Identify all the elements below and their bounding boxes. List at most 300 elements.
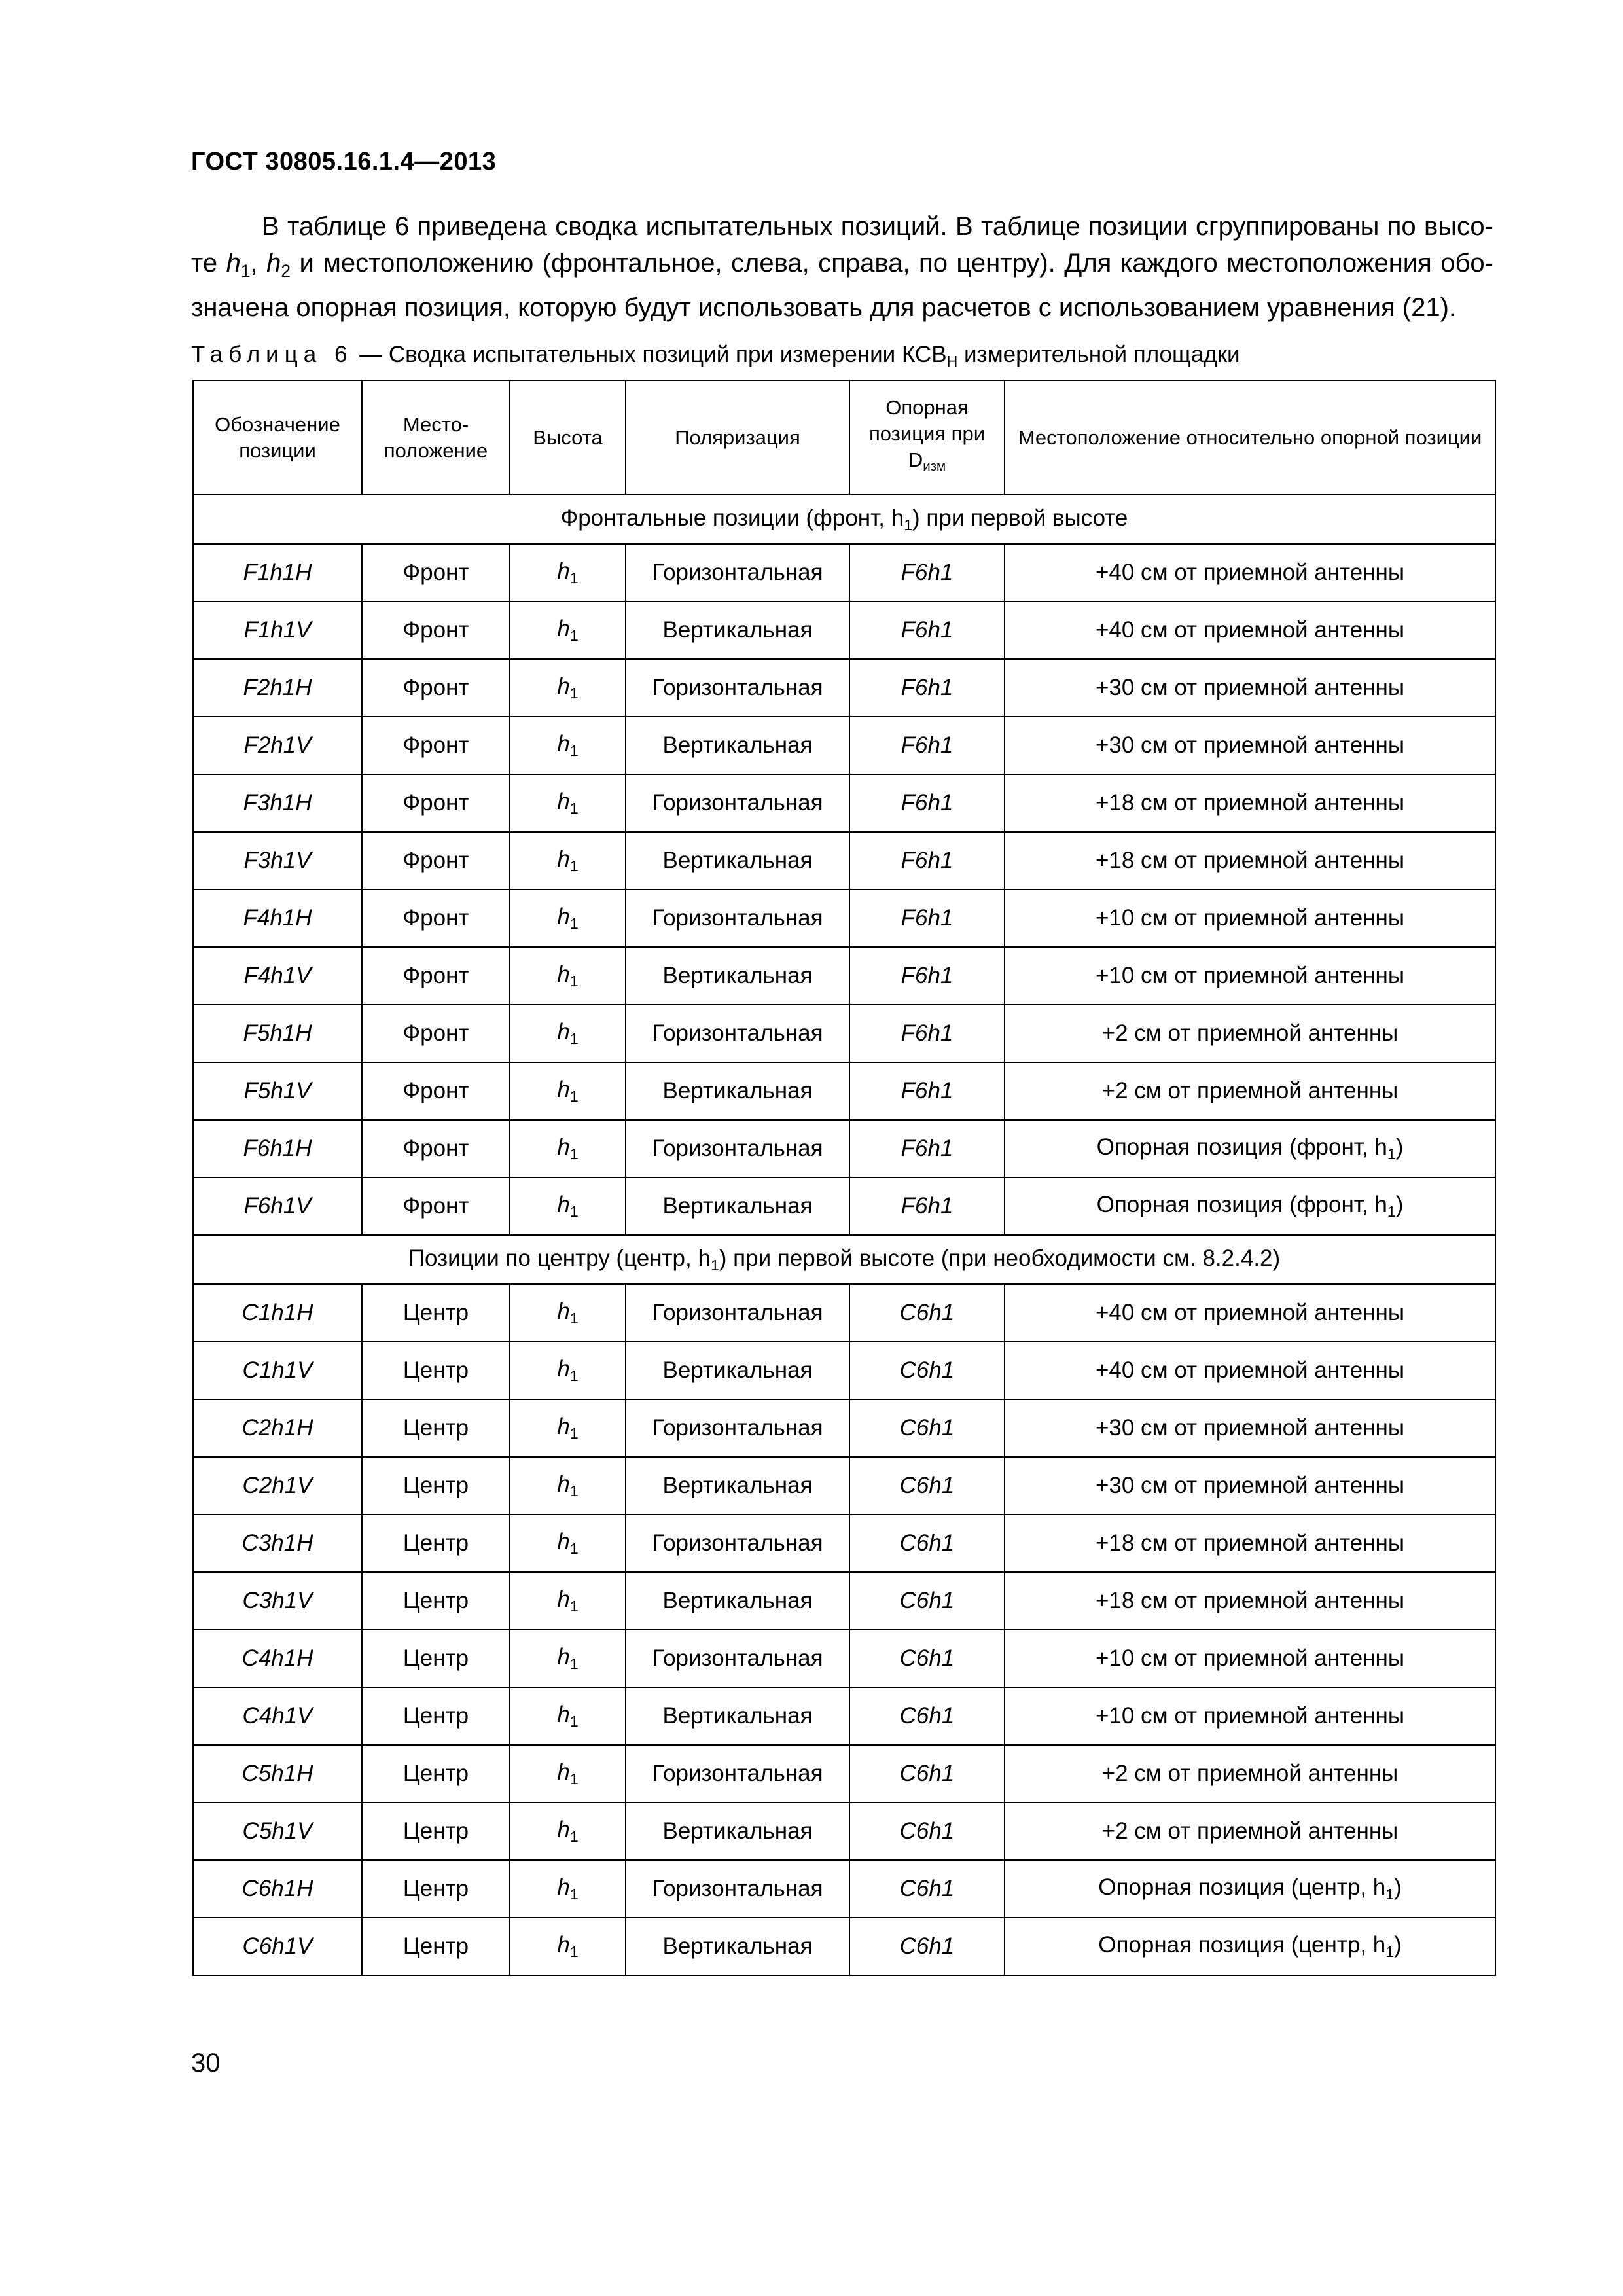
location-cell <box>362 1342 510 1399</box>
polarization: Вертикальная <box>662 1193 813 1219</box>
polarization: Горизонтальная <box>652 1300 823 1325</box>
group-title-end: ) при первой высоте (при необходимости см. 8.2.4.2) <box>719 1245 1281 1271</box>
relative-location: +18 см от приемной антенны <box>1095 1588 1405 1613</box>
column-header <box>1005 380 1495 495</box>
height-sub: 1 <box>569 1482 579 1499</box>
relative-sub: 1 <box>1387 1145 1396 1162</box>
position-id: F5h1V <box>243 1078 312 1103</box>
table-row <box>193 1572 1495 1630</box>
location: Фронт <box>402 1078 469 1103</box>
polarization-cell <box>626 601 849 659</box>
reference-cell <box>849 659 1005 717</box>
location-cell <box>362 1515 510 1572</box>
reference-position: F6h1 <box>901 1136 954 1161</box>
location: Фронт <box>402 963 469 988</box>
height-sub: 1 <box>569 1030 579 1047</box>
h-subscript: 1 <box>240 260 251 281</box>
position-id: C1h1H <box>241 1300 313 1325</box>
reference-position: C6h1 <box>899 1415 955 1441</box>
column-header <box>626 380 849 495</box>
polarization-cell <box>626 544 849 601</box>
relative-cell <box>1005 1860 1495 1918</box>
polarization-cell <box>626 1918 849 1975</box>
height-cell <box>510 832 626 889</box>
position-id: F6h1H <box>243 1136 312 1161</box>
position-id-cell <box>193 1745 362 1803</box>
location: Центр <box>402 1300 469 1325</box>
reference-cell <box>849 947 1005 1005</box>
column-header-label: Место-положение <box>383 412 488 462</box>
height-sub: 1 <box>569 1943 579 1960</box>
caption-text: — Сводка испытательных позиций при измерении <box>353 342 902 367</box>
height-cell <box>510 1005 626 1062</box>
relative-cell <box>1005 1687 1495 1745</box>
column-header-label: Местоположение относительно опорной позиции <box>1018 425 1482 449</box>
relative-cell <box>1005 774 1495 832</box>
position-id-cell <box>193 1005 362 1062</box>
position-id-cell <box>193 1342 362 1399</box>
reference-cell <box>849 1457 1005 1515</box>
table-row <box>193 1284 1495 1342</box>
polarization-cell <box>626 947 849 1005</box>
position-id-cell <box>193 1399 362 1457</box>
relative-location: Опорная позиция (фронт, h <box>1096 1192 1387 1218</box>
height: h <box>557 1134 570 1160</box>
location: Центр <box>402 1933 469 1959</box>
reference-position: F6h1 <box>901 963 954 988</box>
reference-position: C6h1 <box>899 1588 955 1613</box>
document-header: ГОСТ 30805.16.1.4—2013 <box>191 148 497 175</box>
reference-cell <box>849 717 1005 774</box>
reference-cell <box>849 1399 1005 1457</box>
relative-location: +30 см от приемной антенны <box>1095 675 1405 700</box>
position-id: F2h1H <box>243 675 312 700</box>
height: h <box>557 1702 570 1728</box>
polarization-cell <box>626 1515 849 1572</box>
reference-cell <box>849 544 1005 601</box>
h-symbol: h <box>266 249 281 278</box>
polarization: Горизонтальная <box>652 675 823 700</box>
polarization-cell <box>626 1572 849 1630</box>
position-id: C4h1H <box>241 1645 313 1671</box>
group-title-sub: 1 <box>904 516 913 533</box>
relative-sub: 1 <box>1385 1943 1395 1960</box>
column-header-label: Опорная позиция при D <box>868 396 986 472</box>
location: Фронт <box>402 790 469 816</box>
table-row <box>193 1860 1495 1918</box>
table-row <box>193 1630 1495 1687</box>
position-id-cell <box>193 889 362 947</box>
polarization-cell <box>626 1687 849 1745</box>
height-sub: 1 <box>569 684 579 702</box>
relative-location: +10 см от приемной антенны <box>1095 963 1405 988</box>
height-cell <box>510 544 626 601</box>
polarization: Горизонтальная <box>652 1876 823 1901</box>
height-cell <box>510 1515 626 1572</box>
relative-end: ) <box>1395 1134 1404 1160</box>
position-id-cell <box>193 717 362 774</box>
table-group-row <box>193 495 1495 544</box>
height-sub: 1 <box>569 1597 579 1615</box>
relative-cell <box>1005 1062 1495 1120</box>
relative-location: +18 см от приемной антенны <box>1095 848 1405 873</box>
position-id: C6h1H <box>241 1876 313 1901</box>
height-sub: 1 <box>569 626 579 644</box>
location: Фронт <box>402 560 469 585</box>
polarization: Горизонтальная <box>652 560 823 585</box>
reference-cell <box>849 1515 1005 1572</box>
polarization: Горизонтальная <box>652 1136 823 1161</box>
polarization: Горизонтальная <box>652 1020 823 1046</box>
position-id-cell <box>193 1803 362 1860</box>
height: h <box>557 846 570 872</box>
reference-position: C6h1 <box>899 1876 955 1901</box>
relative-location: +40 см от приемной антенны <box>1095 1357 1405 1383</box>
relative-location: Опорная позиция (центр, h <box>1098 1932 1386 1958</box>
location: Центр <box>402 1876 469 1901</box>
height: h <box>557 1817 570 1843</box>
polarization-cell <box>626 1803 849 1860</box>
height-cell <box>510 717 626 774</box>
page-number: 30 <box>191 2049 221 2077</box>
reference-position: F6h1 <box>901 560 954 585</box>
height: h <box>557 1874 570 1901</box>
relative-cell <box>1005 544 1495 601</box>
reference-position: C6h1 <box>899 1818 955 1844</box>
table-row <box>193 1745 1495 1803</box>
polarization: Вертикальная <box>662 1078 813 1103</box>
position-id: F6h1V <box>243 1193 312 1219</box>
polarization-cell <box>626 1399 849 1457</box>
location-cell <box>362 1918 510 1975</box>
table-row <box>193 1457 1495 1515</box>
reference-position: F6h1 <box>901 1020 954 1046</box>
reference-position: F6h1 <box>901 617 954 643</box>
table-row <box>193 601 1495 659</box>
column-header <box>362 380 510 495</box>
column-header-label: Обозначение позиции <box>215 412 340 462</box>
table-row <box>193 1687 1495 1745</box>
relative-location: +10 см от приемной антенны <box>1095 905 1405 931</box>
relative-location: +40 см от приемной антенны <box>1095 560 1405 585</box>
height: h <box>557 1644 570 1670</box>
location: Центр <box>402 1357 469 1383</box>
location-cell <box>362 1062 510 1120</box>
table-row <box>193 1515 1495 1572</box>
position-id: C3h1H <box>241 1530 313 1556</box>
height-cell <box>510 1572 626 1630</box>
height: h <box>557 616 570 642</box>
location-cell <box>362 947 510 1005</box>
polarization-cell <box>626 1457 849 1515</box>
column-header-sub: изм <box>923 459 946 475</box>
position-id-cell <box>193 1120 362 1177</box>
polarization: Вертикальная <box>662 1588 813 1613</box>
intro-text-a: В таблице 6 приведена сводка испытательных позиций. В таблице позиции сгруппированы по высо-те <box>191 212 1493 278</box>
location-cell <box>362 1630 510 1687</box>
reference-cell <box>849 1687 1005 1745</box>
table-header-row <box>193 380 1495 495</box>
height-sub: 1 <box>569 799 579 817</box>
reference-position: C6h1 <box>899 1530 955 1556</box>
height-sub: 1 <box>569 914 579 932</box>
height-cell <box>510 1342 626 1399</box>
relative-location: +10 см от приемной антенны <box>1095 1703 1405 1729</box>
polarization: Вертикальная <box>662 848 813 873</box>
position-id: F1h1V <box>243 617 312 643</box>
height: h <box>557 1077 570 1103</box>
height-sub: 1 <box>569 1145 579 1162</box>
polarization-cell <box>626 717 849 774</box>
height: h <box>557 961 570 988</box>
height-cell <box>510 1687 626 1745</box>
reference-position: F6h1 <box>901 848 954 873</box>
location: Центр <box>402 1588 469 1613</box>
height-cell <box>510 1803 626 1860</box>
location: Центр <box>402 1703 469 1729</box>
height-cell <box>510 1177 626 1235</box>
reference-cell <box>849 601 1005 659</box>
height-cell <box>510 947 626 1005</box>
relative-location: +10 см от приемной антенны <box>1095 1645 1405 1671</box>
position-id: C2h1V <box>242 1473 313 1498</box>
table-row <box>193 659 1495 717</box>
reference-cell <box>849 1177 1005 1235</box>
column-header-label: Поляризация <box>675 425 800 449</box>
polarization-cell <box>626 832 849 889</box>
table-row <box>193 1120 1495 1177</box>
relative-cell <box>1005 1399 1495 1457</box>
reference-position: F6h1 <box>901 675 954 700</box>
location: Фронт <box>402 1020 469 1046</box>
reference-cell <box>849 1284 1005 1342</box>
relative-location: +2 см от приемной антенны <box>1101 1020 1399 1046</box>
table-row <box>193 889 1495 947</box>
column-header <box>193 380 362 495</box>
height: h <box>557 673 570 700</box>
height-sub: 1 <box>569 1712 579 1730</box>
polarization: Горизонтальная <box>652 1530 823 1556</box>
table-caption <box>191 342 1240 370</box>
reference-cell <box>849 1803 1005 1860</box>
polarization-cell <box>626 1342 849 1399</box>
reference-cell <box>849 889 1005 947</box>
table-row <box>193 544 1495 601</box>
positions-table <box>192 380 1496 1976</box>
location: Центр <box>402 1415 469 1441</box>
height-cell <box>510 1630 626 1687</box>
polarization-cell <box>626 1120 849 1177</box>
height-sub: 1 <box>569 1655 579 1672</box>
polarization: Вертикальная <box>662 963 813 988</box>
table-row <box>193 947 1495 1005</box>
relative-cell <box>1005 717 1495 774</box>
height: h <box>557 1529 570 1555</box>
reference-cell <box>849 832 1005 889</box>
intro-text-b: и местоположению (фронтальное, слева, справа, по центру). Для каждого местоположения обо-значена опорная позиция, которую будут использовать для расчетов с использованием уравнения (21). <box>191 249 1493 322</box>
reference-position: F6h1 <box>901 1078 954 1103</box>
reference-position: C6h1 <box>899 1933 955 1959</box>
relative-cell <box>1005 1120 1495 1177</box>
height-cell <box>510 1860 626 1918</box>
relative-location: +18 см от приемной антенны <box>1095 1530 1405 1556</box>
location-cell <box>362 1120 510 1177</box>
position-id: C3h1V <box>242 1588 313 1613</box>
reference-position: C6h1 <box>899 1645 955 1671</box>
polarization: Горизонтальная <box>652 1761 823 1786</box>
polarization: Горизонтальная <box>652 790 823 816</box>
relative-location: +30 см от приемной антенны <box>1095 1473 1405 1498</box>
reference-position: F6h1 <box>901 732 954 758</box>
polarization: Вертикальная <box>662 617 813 643</box>
group-title-sub: 1 <box>710 1256 719 1274</box>
location: Фронт <box>402 1136 469 1161</box>
caption-label: Таблица 6 <box>191 342 353 367</box>
height-sub: 1 <box>569 1087 579 1105</box>
location-cell <box>362 1457 510 1515</box>
height-sub: 1 <box>569 569 579 586</box>
height-cell <box>510 889 626 947</box>
polarization: Горизонтальная <box>652 1415 823 1441</box>
position-id-cell <box>193 1630 362 1687</box>
height: h <box>557 731 570 757</box>
polarization: Вертикальная <box>662 1933 813 1959</box>
position-id: C5h1H <box>241 1761 313 1786</box>
relative-cell <box>1005 1284 1495 1342</box>
height-sub: 1 <box>569 857 579 874</box>
polarization-cell <box>626 1177 849 1235</box>
height-cell <box>510 1120 626 1177</box>
height-sub: 1 <box>569 1770 579 1787</box>
column-header <box>510 380 626 495</box>
reference-cell <box>849 1005 1005 1062</box>
location: Центр <box>402 1818 469 1844</box>
reference-cell <box>849 1120 1005 1177</box>
height-cell <box>510 1284 626 1342</box>
reference-cell <box>849 1572 1005 1630</box>
polarization: Вертикальная <box>662 1703 813 1729</box>
relative-location: +18 см от приемной антенны <box>1095 790 1405 816</box>
polarization-cell <box>626 774 849 832</box>
caption-suffix: измерительной площадки <box>957 342 1240 367</box>
relative-cell <box>1005 1803 1495 1860</box>
polarization: Горизонтальная <box>652 905 823 931</box>
position-id-cell <box>193 1062 362 1120</box>
height: h <box>557 904 570 930</box>
relative-end: ) <box>1394 1874 1402 1901</box>
height: h <box>557 558 570 584</box>
location: Центр <box>402 1645 469 1671</box>
relative-location: +30 см от приемной антенны <box>1095 732 1405 758</box>
height: h <box>557 1192 570 1218</box>
relative-location: +40 см от приемной антенны <box>1095 1300 1405 1325</box>
height-sub: 1 <box>569 1309 579 1327</box>
position-id-cell <box>193 544 362 601</box>
polarization: Вертикальная <box>662 1818 813 1844</box>
table-row <box>193 1062 1495 1120</box>
location-cell <box>362 1803 510 1860</box>
position-id-cell <box>193 601 362 659</box>
position-id-cell <box>193 1457 362 1515</box>
height-sub: 1 <box>569 1827 579 1845</box>
height-cell <box>510 1399 626 1457</box>
height-cell <box>510 774 626 832</box>
location: Центр <box>402 1530 469 1556</box>
relative-cell <box>1005 1918 1495 1975</box>
position-id: F3h1V <box>243 848 312 873</box>
height: h <box>557 789 570 815</box>
location-cell <box>362 544 510 601</box>
height: h <box>557 1019 570 1045</box>
height: h <box>557 1587 570 1613</box>
polarization-cell <box>626 659 849 717</box>
relative-location: +2 см от приемной антенны <box>1101 1078 1399 1103</box>
relative-location: +2 см от приемной антенны <box>1101 1818 1399 1844</box>
location-cell <box>362 1687 510 1745</box>
height-cell <box>510 1457 626 1515</box>
relative-cell <box>1005 1745 1495 1803</box>
location: Фронт <box>402 732 469 758</box>
position-id: C2h1H <box>241 1415 313 1441</box>
position-id: C4h1V <box>242 1703 313 1729</box>
position-id: F4h1H <box>243 905 312 931</box>
location-cell <box>362 1399 510 1457</box>
polarization-cell <box>626 889 849 947</box>
polarization-cell <box>626 1062 849 1120</box>
location-cell <box>362 1005 510 1062</box>
location-cell <box>362 889 510 947</box>
relative-location: Опорная позиция (центр, h <box>1098 1874 1386 1901</box>
position-id-cell <box>193 1284 362 1342</box>
polarization: Вертикальная <box>662 1473 813 1498</box>
relative-location: Опорная позиция (фронт, h <box>1096 1134 1387 1160</box>
height-sub: 1 <box>569 742 579 759</box>
relative-sub: 1 <box>1385 1885 1395 1903</box>
polarization: Вертикальная <box>662 732 813 758</box>
relative-cell <box>1005 1457 1495 1515</box>
relative-cell <box>1005 832 1495 889</box>
reference-position: C6h1 <box>899 1703 955 1729</box>
reference-cell <box>849 774 1005 832</box>
location-cell <box>362 1177 510 1235</box>
table-group-row <box>193 1235 1495 1284</box>
table-row <box>193 1177 1495 1235</box>
height-cell <box>510 659 626 717</box>
position-id: C6h1V <box>242 1933 313 1959</box>
table-row <box>193 1005 1495 1062</box>
position-id-cell <box>193 1918 362 1975</box>
height-sub: 1 <box>569 972 579 990</box>
group-title <box>193 495 1495 544</box>
height-sub: 1 <box>569 1885 579 1903</box>
reference-cell <box>849 1630 1005 1687</box>
reference-position: C6h1 <box>899 1761 955 1786</box>
relative-cell <box>1005 1515 1495 1572</box>
intro-sep: , <box>250 249 267 278</box>
height-cell <box>510 1062 626 1120</box>
polarization-cell <box>626 1630 849 1687</box>
position-id: F1h1H <box>243 560 312 585</box>
height: h <box>557 1759 570 1785</box>
table-row <box>193 1342 1495 1399</box>
intro-paragraph <box>191 208 1493 326</box>
position-id: C5h1V <box>242 1818 313 1844</box>
location-cell <box>362 1860 510 1918</box>
position-id-cell <box>193 832 362 889</box>
reference-cell <box>849 1860 1005 1918</box>
position-id: F2h1V <box>243 732 312 758</box>
table-row <box>193 774 1495 832</box>
